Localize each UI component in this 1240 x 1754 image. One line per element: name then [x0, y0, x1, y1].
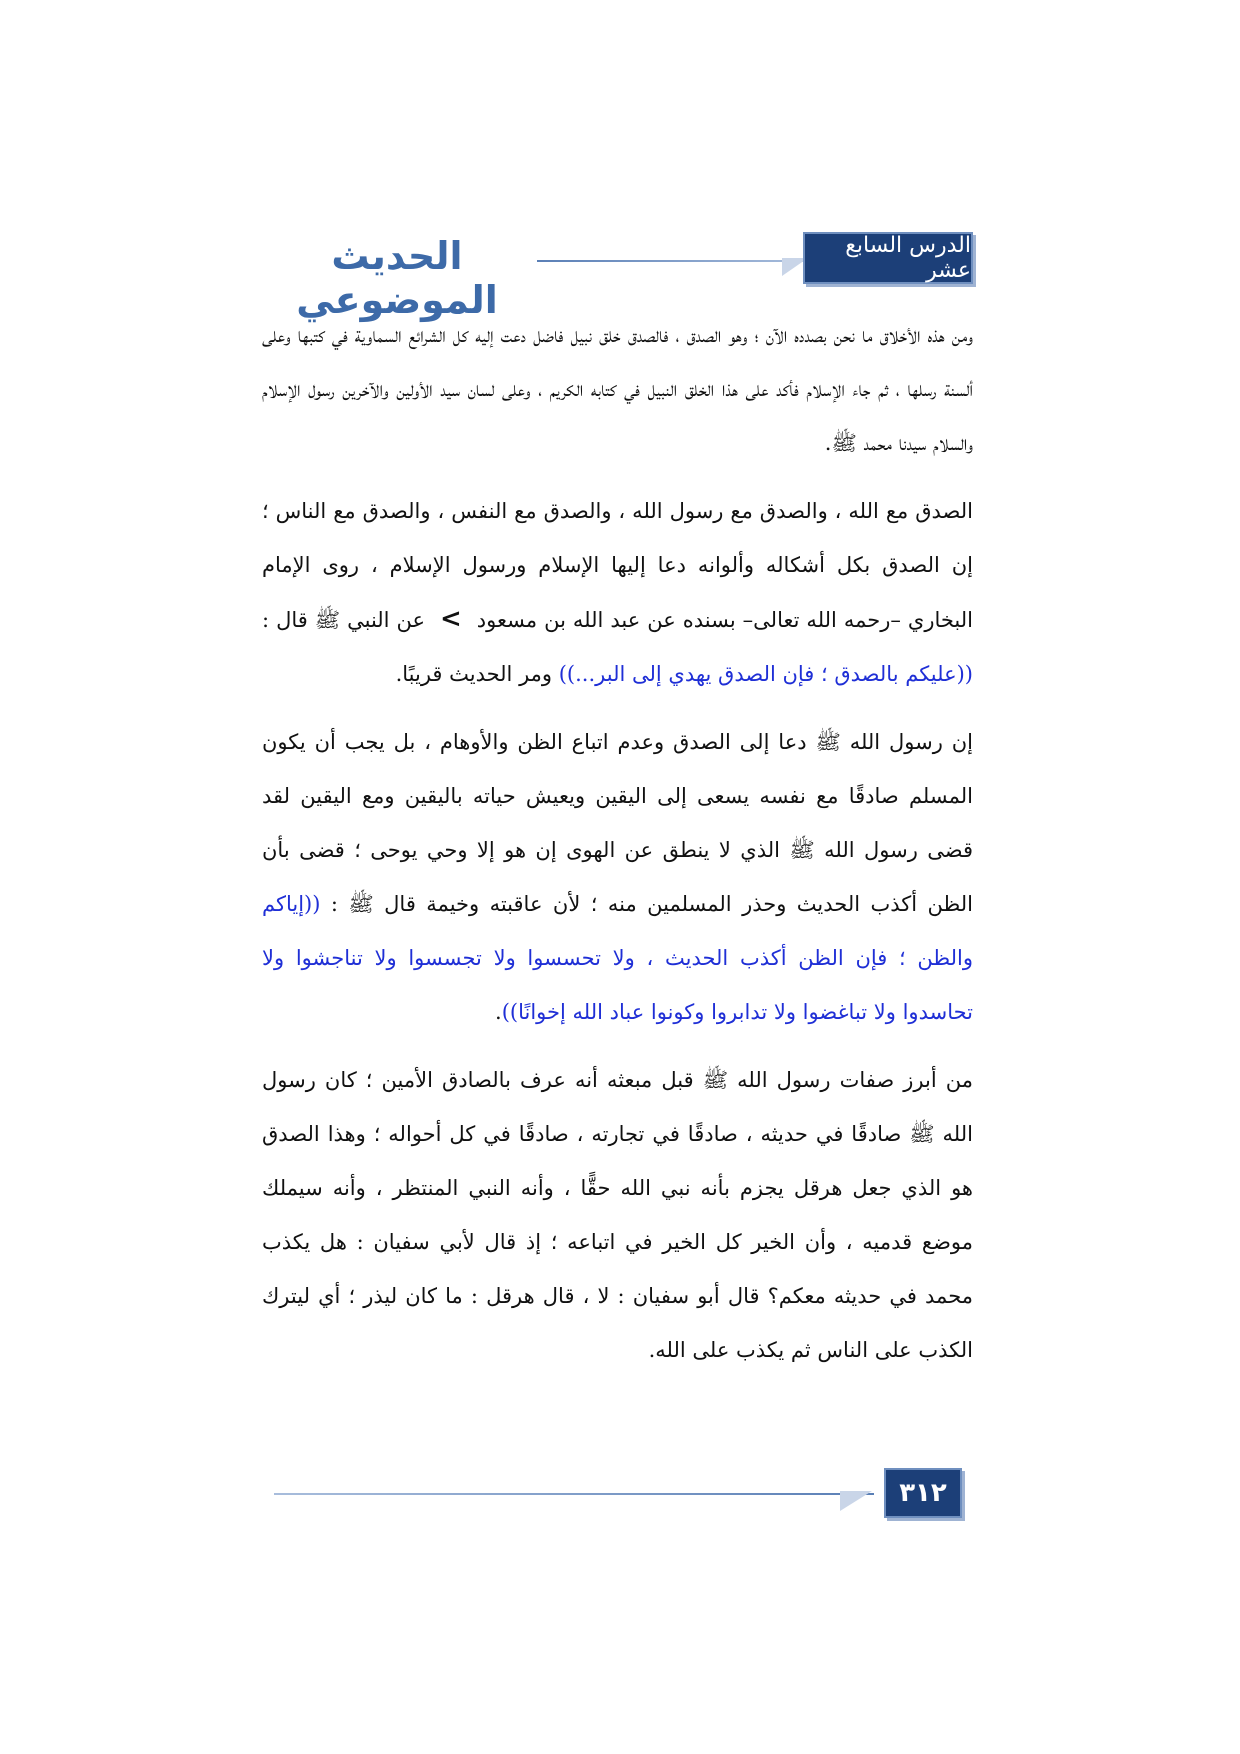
- lesson-label: الدرس السابع عشر: [845, 233, 971, 283]
- hadith-quote: ((عليكم بالصدق ؛ فإن الصدق يهدي إلى البر...)): [558, 662, 973, 686]
- page-header: [262, 232, 973, 322]
- page-number-box: [884, 1468, 962, 1518]
- section-title: الحديث الموضوعي: [296, 234, 498, 322]
- paragraph-text: ومن هذه الأخلاق ما نحن بصدده الآن ؛ وهو الصدق ، فالصدق خلق نبيل فاضل دعت إليه كل الشرائع السماوية في كتبها وعلى ألسنة رسلها ، ثم جاء الإسلام فأكد على هذا الخلق النبيل في كتابه الكريم ، وعلى لسان سيد الأولين والآخرين رسول الإسلام والسلام سيدنا محمد ﷺ.: [262, 323, 973, 455]
- hadith-quote: ((إياكم والظن ؛ فإن الظن أكذب الحديث ، ولا تحسسوا ولا تجسسوا ولا تناجشوا ولا تحاسدوا ولا تباغضوا ولا تدابروا وكونوا عباد الله إخوانًا)): [262, 892, 973, 1024]
- footer-divider-ornament: [840, 1491, 872, 1511]
- paragraph-2: [262, 484, 973, 701]
- paragraph-text: إن رسول الله ﷺ دعا إلى الصدق وعدم اتباع الظن والأوهام ، بل يجب أن يكون المسلم صادقًا مع نفسه يسعى إلى اليقين ويعيش حياته باليقين ومع اليقين لقد قضى رسول الله ﷺ الذي لا ينطق عن الهوى إن هو إلا وحي يوحى ؛ قضى بأن الظن أكذب الحديث وحذر المسلمين منه ؛ لأن عاقبته وخيمة قال ﷺ :: [262, 730, 974, 916]
- header-divider-line: [537, 260, 807, 262]
- paragraph-3: [262, 715, 973, 1039]
- page-footer: [262, 1468, 973, 1524]
- paragraph-text: ومر الحديث قريبًا.: [395, 662, 559, 686]
- lesson-label-box: [803, 232, 973, 284]
- paragraph-text: من أبرز صفات رسول الله ﷺ قبل مبعثه أنه عرف بالصادق الأمين ؛ كان رسول الله ﷺ صادقًا في حديثه ، صادقًا في تجارته ، صادقًا في كل أحواله ؛ وهذا الصدق هو الذي جعل هرقل يجزم بأنه نبي الله حقًّا ، وأنه النبي المنتظر ، وأنه سيملك موضع قدميه ، وأن الخير كل الخير في اتباعه ؛ إذ قال لأبي سفيان : هل يكذب محمد في حديثه معكم؟ قال أبو سفيان : لا ، قال هرقل : ما كان ليذر ؛ أي ليترك الكذب على الناس ثم يكذب على الله.: [262, 1068, 973, 1362]
- page-number: ٣١٢: [899, 1478, 947, 1508]
- footer-divider-line: [274, 1493, 874, 1495]
- paragraph-text: الصدق مع الله ، والصدق مع رسول الله ، والصدق مع النفس ، والصدق مع الناس ؛ إن الصدق بكل أشكاله وألوانه دعا إليها الإسلام ورسول الإسلام ، روى الإمام البخاري –رحمه الله تعالى– بسنده عن عبد الله بن مسعود: [262, 499, 973, 632]
- paragraph-text: عن النبي ﷺ قال :: [262, 608, 433, 632]
- body-text: [262, 308, 973, 1391]
- paragraph-1: [262, 308, 973, 470]
- honorific-symbol: >: [440, 604, 462, 634]
- paragraph-4: [262, 1053, 973, 1377]
- paragraph-text: .: [495, 1000, 502, 1024]
